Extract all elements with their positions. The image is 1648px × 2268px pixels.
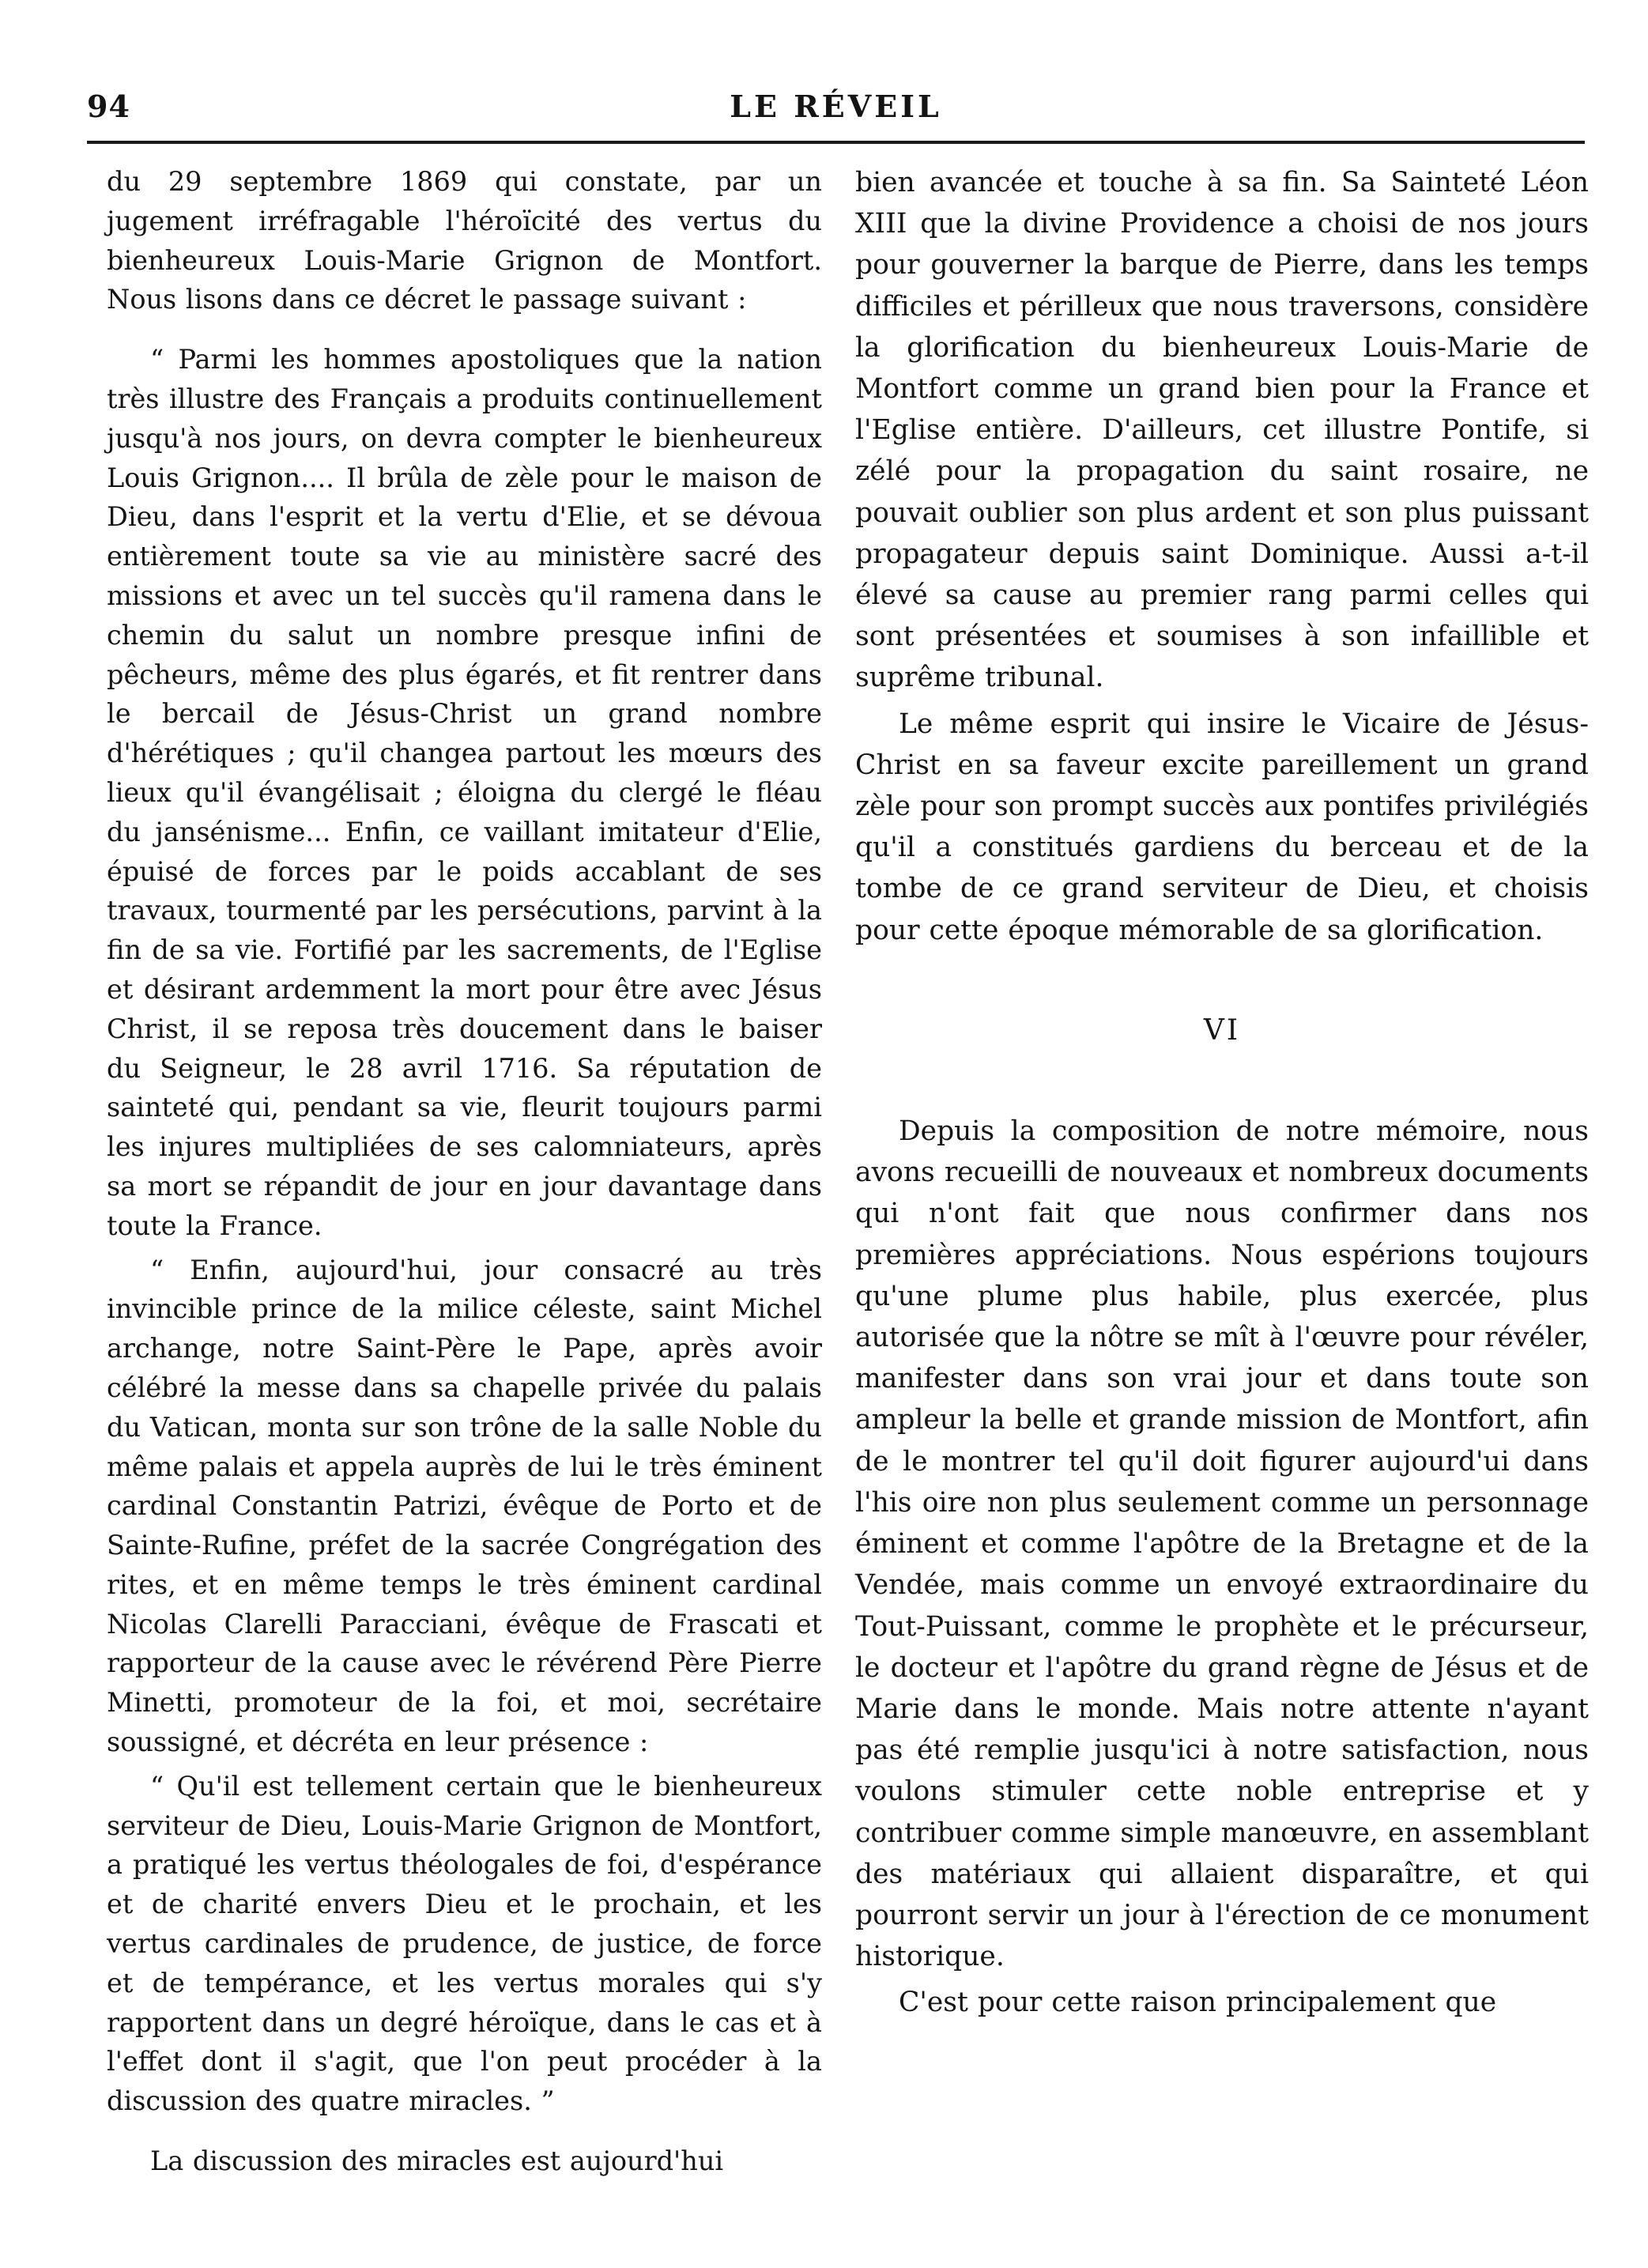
quote-paragraph: “ Qu'il est tellement certain que le bienheureux serviteur de Dieu, Louis-Marie Grignon de Montfort, a pratiqué les vertus théologales de foi, d'espérance et de charité envers Dieu et le prochain, et les vertus cardinales de prudence, de justice, de force et de tempérance, et les vertus morales qui s'y rapportent dans un degré héroïque, dans le cas et à l'effet dont il s'agit, que l'on peut procéder à la discussion des quatre miracles. ”: [107, 1770, 822, 2117]
quote-paragraph: “ Enfin, aujourd'hui, jour consacré au très invincible prince de la milice céleste, saint Michel archange, notre Saint-Père le Pape, après avoir célébré la messe dans sa chapelle privée du palais du Vatican, monta sur son trône de la salle Noble du même palais et appela auprès de lui le très éminent cardinal Constantin Patrizi, évêque de Porto et de Sainte-Rufine, préfet de la sacrée Congrégation des rites, et en même temps le très éminent cardinal Nicolas Clarelli Paracciani, évêque de Frascati et rapporteur de la cause avec le révérend Père Pierre Minetti, promoteur de la foi, et moi, secrétaire soussigné, et décréta en leur présence :: [107, 1254, 822, 1758]
left-column: [107, 162, 822, 2181]
header-rule: [87, 141, 1585, 144]
paragraph: La discussion des miracles est aujourd'hui: [150, 2145, 724, 2177]
section-heading: VI: [1203, 1013, 1241, 1047]
quote-paragraph: “ Parmi les hommes apostoliques que la nation très illustre des Français a produits continuellement jusqu'à nos jours, on devra compter le bienheureux Louis Grignon.... Il brûla de zèle pour le maison de Dieu, dans l'esprit et la vertu d'Elie, et se dévoua entièrement toute sa vie au ministère sacré des missions et avec un tel succès qu'il ramena dans le chemin du salut un nombre presque infini de pêcheurs, même des plus égarés, et fit rentrer dans le bercail de Jésus-Christ un grand nombre d'hérétiques ; qu'il changea partout les mœurs des lieux qu'il évangélisait ; éloigna du clergé le fléau du jansénisme... Enfin, ce vaillant imitateur d'Elie, épuisé de forces par le poids accablant de ses travaux, tourmenté par les persécutions, parvint à la fin de sa vie. Fortifié par les sacrements, de l'Eglise et désirant ardemment la mort pour être avec Jésus Christ, il se reposa très doucement dans le baiser du Seigneur, le 28 avril 1716. Sa réputation de sainteté qui, pendant sa vie, fleurit toujours parmi les injures multipliées de ses calomniateurs, après sa mort se répandit de jour en jour davantage dans toute la France.: [107, 344, 823, 1241]
paragraph: C'est pour cette raison principalement que: [899, 1987, 1497, 2019]
journal-title: LE RÉVEIL: [730, 89, 942, 124]
page-number: 94: [87, 89, 130, 124]
page-header: [87, 89, 1585, 136]
paragraph: du 29 septembre 1869 qui constate, par un jugement irréfragable l'héroïcité des vertus du bienheureux Louis-Marie Grignon de Montfort. Nous lisons dans ce décret le passage suivant :: [107, 166, 822, 315]
right-column: [855, 162, 1589, 2024]
paragraph: bien avancée et touche à sa fin. Sa Sainteté Léon XIII que la divine Providence a choisi de nos jours pour gouverner la barque de Pierre, dans les temps difficiles et périlleux que nous traversons, considère la glorification du bienheureux Louis-Marie de Montfort comme un grand bien pour la France et l'Eglise entière. D'ailleurs, cet illustre Pontife, si zélé pour la propagation du saint rosaire, ne pouvait oublier son plus ardent et son plus puissant propagateur depuis saint Dominique. Aussi a-t-il élevé sa cause au premier rang parmi celles qui sont présentées et soumises à son infaillible et suprême tribunal.: [855, 167, 1589, 694]
paragraph: Le même esprit qui insire le Vicaire de Jésus-Christ en sa faveur excite pareillement un grand zèle pour son prompt succès aux pontifes privilégiés qu'il a constitués gardiens du berceau et de la tombe de ce grand serviteur de Dieu, et choisis pour cette époque mémorable de sa glorification.: [855, 708, 1589, 946]
paragraph: Depuis la composition de notre mémoire, nous avons recueilli de nouveaux et nombreux documents qui n'ont fait que nous confirmer dans nos premières appréciations. Nous espérions toujours qu'une plume plus habile, plus exercée, plus autorisée que la nôtre se mît à l'œuvre pour révéler, manifester dans son vrai jour et dans toute son ampleur la belle et grande mission de Montfort, afin de le montrer tel qu'il doit figurer aujourd'ui dans l'his oire non plus seulement comme un personnage éminent et comme l'apôtre de la Bretagne et de la Vendée, mais comme un envoyé extraordinaire du Tout-Puissant, comme le prophète et le précurseur, le docteur et l'apôtre du grand règne de Jésus et de Marie dans le monde. Mais notre attente n'ayant pas été remplie jusqu'ici à notre satisfaction, nous voulons stimuler cette noble entreprise et y contribuer comme simple manœuvre, en assemblant des matériaux qui allaient disparaître, et qui pourront servir un jour à l'érection de ce monument historique.: [855, 1115, 1589, 1973]
